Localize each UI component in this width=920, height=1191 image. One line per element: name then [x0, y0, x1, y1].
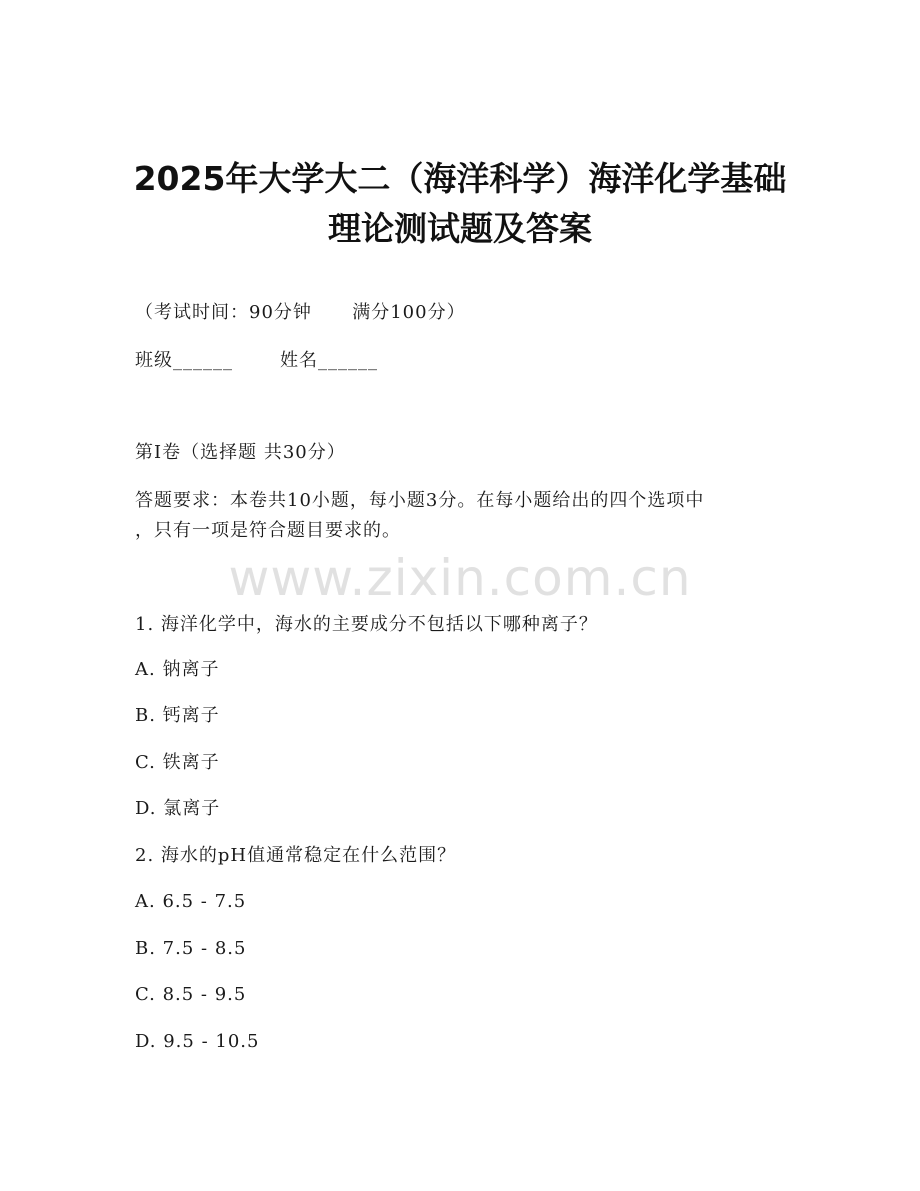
question-1-option-c: C. 铁离子	[135, 752, 220, 773]
watermark: www.zixin.com.cn	[228, 549, 692, 607]
question-2-option-b: B. 7.5 - 8.5	[135, 938, 247, 959]
instructions-line-1: 答题要求：本卷共10小题，每小题3分。在每小题给出的四个选项中	[135, 490, 705, 511]
document-title-line-2: 理论测试题及答案	[328, 209, 592, 248]
question-2-option-c: C. 8.5 - 9.5	[135, 984, 247, 1005]
instructions-line-2: ，只有一项是符合题目要求的。	[135, 520, 401, 541]
question-2-stem: 2. 海水的pH值通常稳定在什么范围？	[135, 845, 457, 866]
question-2-option-a: A. 6.5 - 7.5	[135, 891, 247, 912]
question-1-option-a: A. 钠离子	[135, 659, 220, 680]
question-1-stem: 1. 海洋化学中，海水的主要成分不包括以下哪种离子？	[135, 614, 598, 635]
section-title: 第I卷（选择题 共30分）	[135, 442, 346, 463]
question-1-option-d: D. 氯离子	[135, 798, 221, 819]
question-1-option-b: B. 钙离子	[135, 705, 220, 726]
class-name-line: 班级______ 姓名______	[135, 350, 379, 371]
exam-info: （考试时间：90分钟 满分100分）	[135, 302, 466, 323]
document-title-line-1: 2025年大学大二（海洋科学）海洋化学基础	[133, 159, 787, 198]
question-2-option-d: D. 9.5 - 10.5	[135, 1031, 260, 1052]
